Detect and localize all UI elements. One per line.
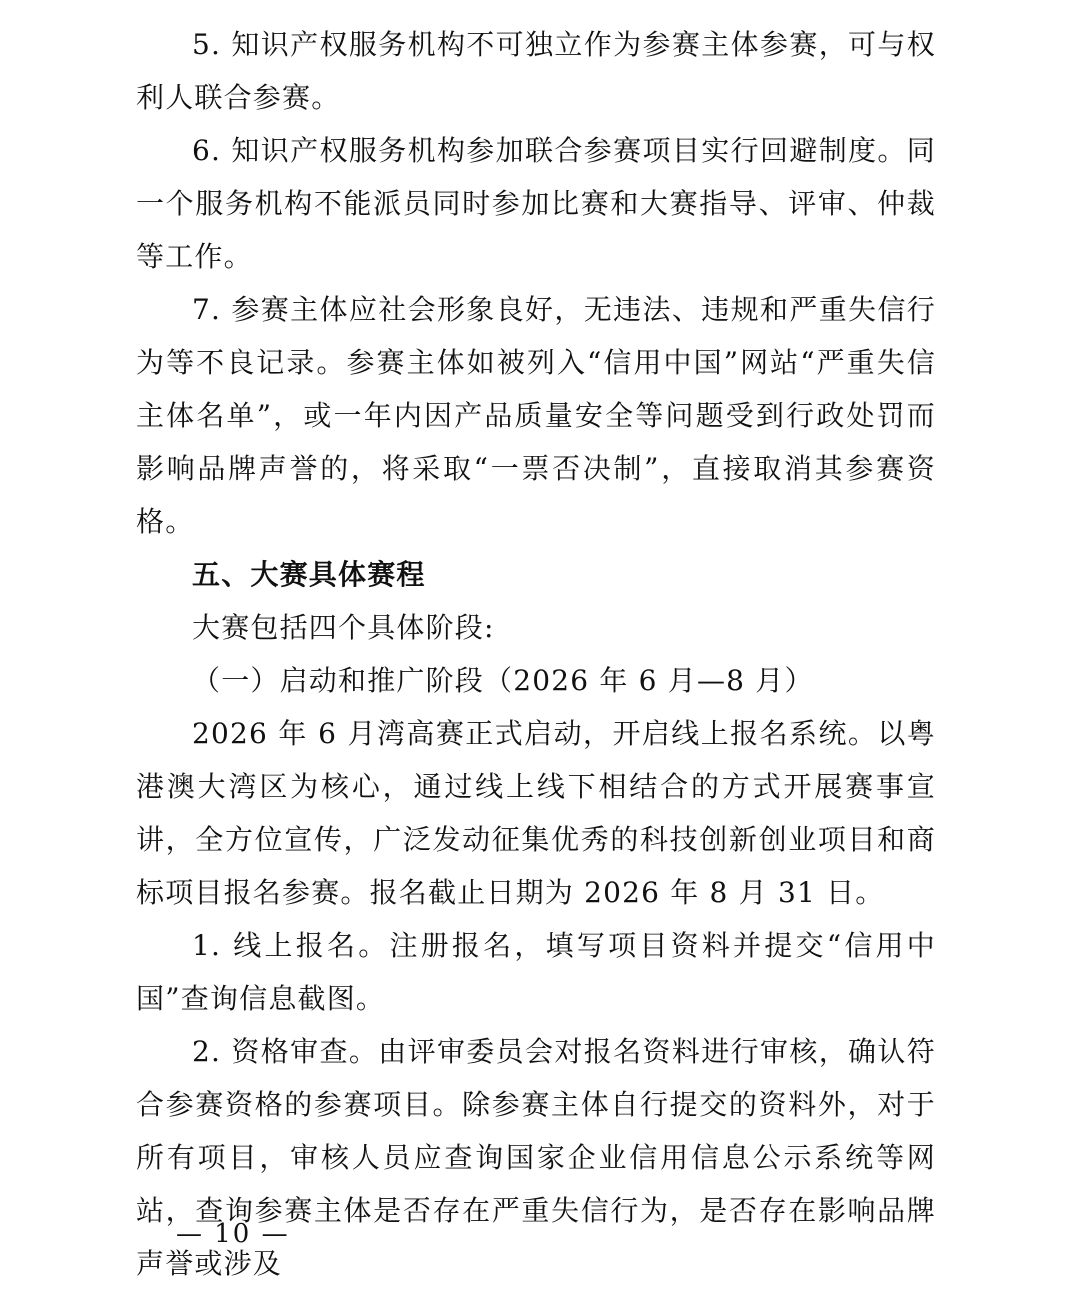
paragraph-item-7: 7. 参赛主体应社会形象良好，无违法、违规和严重失信行为等不良记录。参赛主体如被列入“信用中国”网站“严重失信主体名单”，或一年内因产品质量安全等问题受到行政处罚而影响品牌声誉的，将采取“一票否决制”，直接取消其参赛资格。 (136, 293, 936, 538)
document-body (136, 18, 936, 1290)
list-item-qualification-review: 2. 资格审查。由评审委员会对报名资料进行审核，确认符合参赛资格的参赛项目。除参赛主体自行提交的资料外，对于所有项目，审核人员应查询国家企业信用信息公示系统等网站，查询参赛主体是否存在严重失信行为，是否存在影响品牌声誉或涉及 (136, 1035, 936, 1280)
stage-heading: （一）启动和推广阶段（2026 年 6 月—8 月） (192, 664, 814, 697)
list-item-online-registration: 1. 线上报名。注册报名，填写项目资料并提交“信用中国”查询信息截图。 (136, 929, 936, 1015)
paragraph-item-5: 5. 知识产权服务机构不可独立作为参赛主体参赛，可与权利人联合参赛。 (136, 28, 936, 114)
section-intro: 大赛包括四个具体阶段: (192, 611, 495, 644)
page-number: — 10 — (176, 1219, 290, 1249)
section-heading: 五、大赛具体赛程 (192, 558, 426, 591)
paragraph-item-6: 6. 知识产权服务机构参加联合参赛项目实行回避制度。同一个服务机构不能派员同时参加比赛和大赛指导、评审、仲裁等工作。 (136, 134, 936, 273)
stage-body: 2026 年 6 月湾高赛正式启动，开启线上报名系统。以粤港澳大湾区为核心，通过线上线下相结合的方式开展赛事宣讲，全方位宣传，广泛发动征集优秀的科技创新创业项目和商标项目报名参赛。报名截止日期为 2026 年 8 月 31 日。 (136, 717, 936, 909)
